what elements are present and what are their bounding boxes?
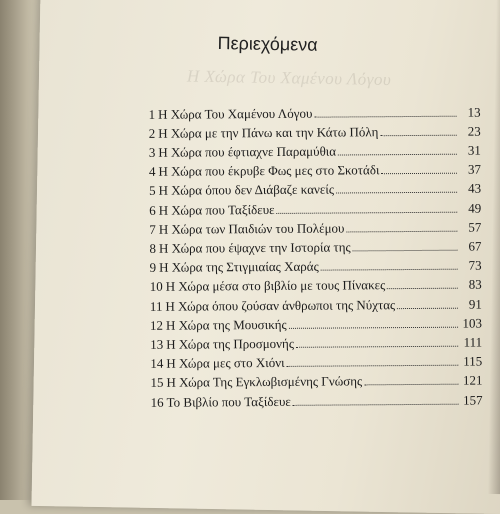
toc-entry-title: Η Χώρα που έκρυβε Φως μες στο Σκοτάδι: [158, 162, 380, 180]
toc-entry-page-number: 73: [468, 257, 482, 273]
toc-entry: [150, 276, 482, 298]
toc-entry-page-number: 49: [468, 200, 482, 216]
toc-entry-title: Το Βιβλίο που Ταξίδευε: [166, 393, 291, 410]
toc-entry-title: Η Χώρα των Παιδιών του Πολέμου: [158, 220, 345, 237]
toc-entry-number: 10: [149, 279, 163, 295]
toc-entry-title: Η Χώρα Του Χαμένου Λόγου: [158, 105, 313, 122]
toc-entry-title: Η Χώρα της Μουσικής: [165, 316, 287, 333]
toc-entry: [150, 372, 482, 394]
toc-entry: [150, 257, 482, 279]
toc-entry: [148, 104, 480, 126]
toc-entry-number: 15: [150, 375, 164, 391]
bleed-through-text: Η Χώρα Του Χαμένου Λόγου: [186, 66, 392, 90]
page-title: Περιεχόμενα: [217, 33, 318, 55]
toc-leader-dots: [338, 142, 457, 156]
toc-entry-page-number: 91: [468, 296, 482, 312]
toc-entry-page-number: 31: [467, 142, 481, 158]
toc-entry-title: Η Χώρα μέσα στο βιβλίο με τους Πίνακες: [165, 277, 386, 295]
toc-leader-dots: [380, 123, 456, 136]
toc-entry-title: Η Χώρα της Στιγμιαίας Χαράς: [159, 258, 319, 275]
toc-leader-dots: [346, 219, 457, 232]
toc-entry-title: Η Χώρα που έψαχνε την Ιστορία της: [158, 239, 351, 256]
toc-entry-title: Η Χώρα που έφτιαχνε Παραμύθια: [158, 143, 337, 160]
toc-entry: [150, 334, 482, 356]
toc-entry-page-number: 157: [463, 392, 483, 408]
toc-entry-title: Η Χώρα με την Πάνω και την Κάτω Πόλη: [158, 124, 379, 141]
toc-entry-page-number: 23: [467, 123, 481, 139]
toc-entry-number: 14: [150, 355, 164, 371]
toc-leader-dots: [287, 353, 459, 367]
toc-entry-number: 7: [149, 221, 156, 237]
toc-entry-page-number: 83: [468, 276, 482, 292]
toc-leader-dots: [277, 200, 458, 214]
toc-entry-title: Η Χώρα Της Εγκλωβισμένης Γνώσης: [166, 373, 363, 391]
toc-entry-number: 11: [149, 298, 163, 314]
toc-entry: [149, 199, 481, 221]
toc-entry: [150, 353, 482, 375]
toc-leader-dots: [353, 238, 458, 251]
toc-leader-dots: [293, 391, 459, 405]
toc-entry-number: 8: [149, 240, 157, 256]
toc-entry-title: Η Χώρα μες στο Χιόνι: [166, 355, 285, 371]
toc-entry-number: 13: [150, 336, 164, 352]
toc-entry-page-number: 115: [463, 353, 483, 369]
toc-entry: [150, 295, 482, 317]
toc-entry-page-number: 67: [468, 238, 482, 254]
toc-leader-dots: [296, 334, 458, 348]
toc-leader-dots: [314, 104, 456, 118]
toc-entry-number: 9: [149, 259, 157, 276]
page-edge-shadow: [488, 0, 500, 494]
toc-entry: [149, 238, 481, 260]
toc-entry: [151, 391, 483, 413]
toc-entry: [149, 161, 481, 183]
toc-entry: [149, 123, 481, 145]
toc-entry-number: 3: [148, 144, 156, 160]
toc-entry-number: 1: [148, 106, 156, 122]
toc-entry-number: 12: [149, 317, 164, 333]
toc-entry-title: Η Χώρα που Ταξίδευε: [158, 201, 275, 218]
toc-entry-number: 5: [149, 183, 156, 199]
toc-leader-dots: [289, 315, 458, 329]
toc-entry-number: 4: [148, 164, 156, 180]
toc-entry: [149, 180, 481, 202]
toc-entry-page-number: 103: [462, 315, 483, 331]
toc-leader-dots: [336, 180, 457, 194]
toc-leader-dots: [381, 161, 457, 174]
toc-entry-page-number: 37: [467, 161, 482, 177]
toc-entry: [150, 315, 482, 337]
toc-entry-page-number: 13: [467, 104, 481, 120]
toc-leader-dots: [321, 257, 458, 271]
toc-entry-number: 16: [150, 394, 164, 410]
toc-entry-page-number: 121: [462, 372, 483, 388]
toc-leader-dots: [364, 372, 458, 385]
toc-entry-page-number: 57: [468, 219, 482, 235]
toc-entry-title: Η Χώρα όπου ζούσαν άνθρωποι της Νύχτας: [165, 296, 396, 314]
table-of-contents: [148, 104, 482, 413]
toc-leader-dots: [397, 296, 458, 309]
toc-entry-number: 2: [148, 125, 156, 141]
toc-entry: [149, 219, 481, 241]
toc-entry: [149, 142, 481, 164]
toc-entry-title: Η Χώρα της Προσμονής: [166, 335, 295, 352]
toc-entry-number: 6: [149, 202, 156, 218]
toc-entry-page-number: 43: [468, 180, 482, 197]
toc-leader-dots: [387, 276, 458, 289]
toc-entry-title: Η Χώρα όπου δεν Διάβαζε κανείς: [158, 181, 335, 199]
toc-entry-page-number: 111: [463, 334, 483, 350]
book-page: [31, 0, 500, 514]
